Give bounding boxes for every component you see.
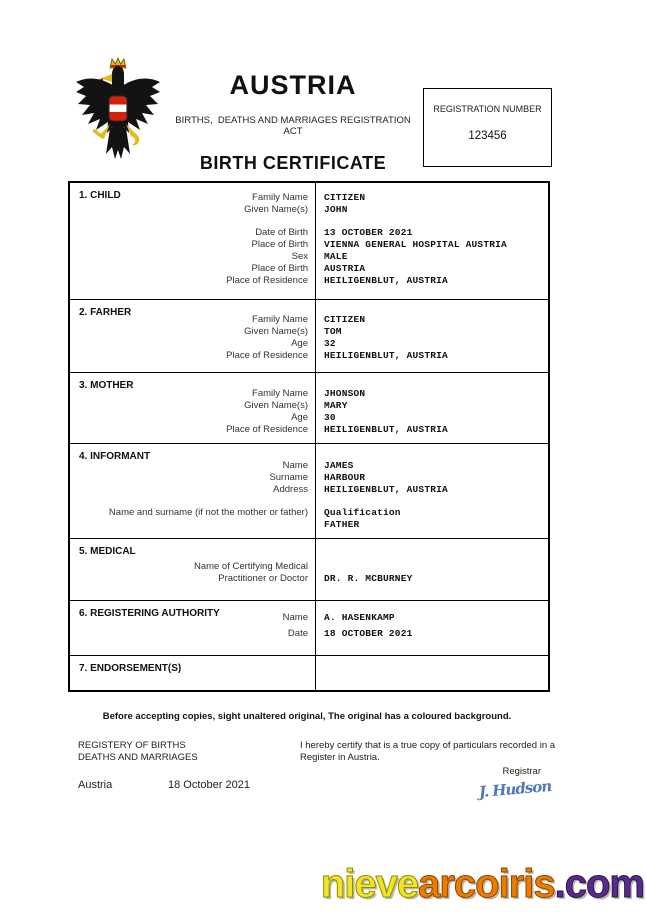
registration-number-value: 123456: [468, 130, 507, 142]
field-label: Place of Residence: [226, 350, 308, 361]
section-title: 1. CHILD: [79, 190, 121, 201]
section-title: 2. FARHER: [79, 307, 132, 318]
registrar-signature: J. Hudson: [478, 776, 552, 802]
field-row: [70, 412, 548, 424]
field-value: 30: [324, 412, 336, 423]
field-row: [70, 573, 548, 585]
field-value: [315, 561, 548, 573]
field-label: Place of Residence: [226, 275, 308, 286]
field-label: Surname: [269, 472, 308, 483]
field-row: [70, 628, 548, 640]
field-label: Place of Birth: [251, 239, 308, 250]
field-row: [70, 204, 548, 216]
field-value: HEILIGENBLUT, AUSTRIA: [324, 350, 448, 361]
field-value: FATHER: [324, 519, 360, 530]
field-value: CITIZEN: [324, 192, 366, 203]
field-label: Sex: [291, 251, 308, 262]
field-row: [70, 350, 548, 362]
field-row: [70, 275, 548, 287]
field-label: Age: [291, 338, 308, 349]
field-row: [70, 424, 548, 436]
site-watermark: [321, 862, 644, 907]
field-label: Given Name(s): [244, 400, 308, 411]
registration-act-line: BIRTHS, DEATHS AND MARRIAGES REGISTRATION ACT: [175, 115, 413, 137]
field-value: AUSTRIA: [324, 263, 366, 274]
field-row: [70, 338, 548, 350]
field-row: [70, 239, 548, 251]
watermark-part2: arcoiris: [418, 862, 555, 906]
field-row: [70, 484, 548, 496]
certificate-table: [68, 181, 550, 692]
field-value: JOHN: [324, 204, 348, 215]
field-label: Family Name: [252, 388, 308, 399]
registry-line2: DEATHS AND MARRIAGES: [78, 752, 198, 763]
section-mother: [70, 373, 548, 444]
issue-date: 18 October 2021: [168, 779, 250, 791]
field-value: HEILIGENBLUT, AUSTRIA: [324, 275, 448, 286]
registrar-label: Registrar: [502, 766, 541, 777]
header-center: [168, 70, 418, 174]
field-value: A. HASENKAMP: [324, 612, 395, 623]
field-value: TOM: [324, 326, 342, 337]
field-value: 32: [324, 338, 336, 349]
field-label: Date: [287, 628, 308, 639]
section-medical: [70, 539, 548, 601]
section-title: 6. REGISTERING AUTHORITY: [79, 608, 220, 619]
field-label: Place of Residence: [226, 424, 308, 435]
field-value: 18 OCTOBER 2021: [324, 628, 413, 639]
field-row: [70, 388, 548, 400]
field-label: [70, 519, 315, 531]
field-label: Place of Birth: [251, 263, 308, 274]
section-endorsements: [70, 656, 548, 690]
field-value: HEILIGENBLUT, AUSTRIA: [324, 484, 448, 495]
field-label: Address: [273, 484, 308, 495]
field-label: Family Name: [252, 314, 308, 325]
section-father: [70, 300, 548, 373]
field-row: [70, 472, 548, 484]
field-label: Family Name: [252, 192, 308, 203]
field-label: Date of Birth: [255, 227, 308, 238]
section-title: 3. MOTHER: [79, 380, 134, 391]
registration-number-box: [423, 88, 552, 167]
field-row: [70, 400, 548, 412]
section-title: 7. ENDORSEMENT(S): [79, 663, 182, 674]
section-title: 5. MEDICAL: [79, 546, 136, 557]
issue-place: Austria: [78, 779, 113, 791]
watermark-part3: .com: [554, 862, 644, 906]
section-informant: [70, 444, 548, 539]
document-title: BIRTH CERTIFICATE: [199, 153, 387, 173]
field-label: Name and surname (if not the mother or father): [108, 507, 308, 518]
field-label: Given Name(s): [244, 326, 308, 337]
section-registering-authority: [70, 601, 548, 656]
field-row: [70, 507, 548, 519]
registration-number-label: REGISTRATION NUMBER: [433, 104, 542, 114]
field-row: [70, 251, 548, 263]
field-row: [70, 227, 548, 239]
austria-coat-of-arms-icon: [74, 56, 162, 174]
field-value: HEILIGENBLUT, AUSTRIA: [324, 424, 448, 435]
field-value: MALE: [324, 251, 348, 262]
field-value: 13 OCTOBER 2021: [324, 227, 413, 238]
field-value: DR. R. MCBURNEY: [324, 573, 413, 584]
field-label: Given Name(s): [244, 204, 308, 215]
field-value: HARBOUR: [324, 472, 366, 483]
section-title: 4. INFORMANT: [79, 451, 151, 462]
field-value: MARY: [324, 400, 348, 411]
registry-line1: REGISTERY OF BIRTHS: [78, 740, 186, 751]
watermark-part1: nieve: [320, 862, 419, 906]
field-row: [70, 314, 548, 326]
field-label: Name: [282, 612, 308, 623]
field-value: JHONSON: [324, 388, 366, 399]
field-value: Qualification: [324, 507, 401, 518]
certify-statement: I hereby certify that is a true copy of particulars recorded in a Register in Austria.: [300, 740, 556, 763]
field-value: JAMES: [324, 460, 354, 471]
country-title: AUSTRIA: [229, 70, 357, 100]
field-row: [70, 519, 548, 531]
field-row: [70, 263, 548, 275]
field-label: Practitioner or Doctor: [218, 573, 308, 584]
registry-block: [78, 740, 198, 764]
field-label: Name: [282, 460, 308, 471]
field-label: Name of Certifying Medical: [193, 561, 308, 572]
section-child: [70, 183, 548, 300]
field-row: [70, 192, 548, 204]
field-value: CITIZEN: [324, 314, 366, 325]
field-row: [70, 561, 548, 573]
field-label: Age: [291, 412, 308, 423]
field-value: VIENNA GENERAL HOSPITAL AUSTRIA: [324, 239, 507, 250]
copy-notice: Before accepting copies, sight unaltered original, The original has a coloured background.: [102, 711, 512, 722]
field-row: [70, 326, 548, 338]
